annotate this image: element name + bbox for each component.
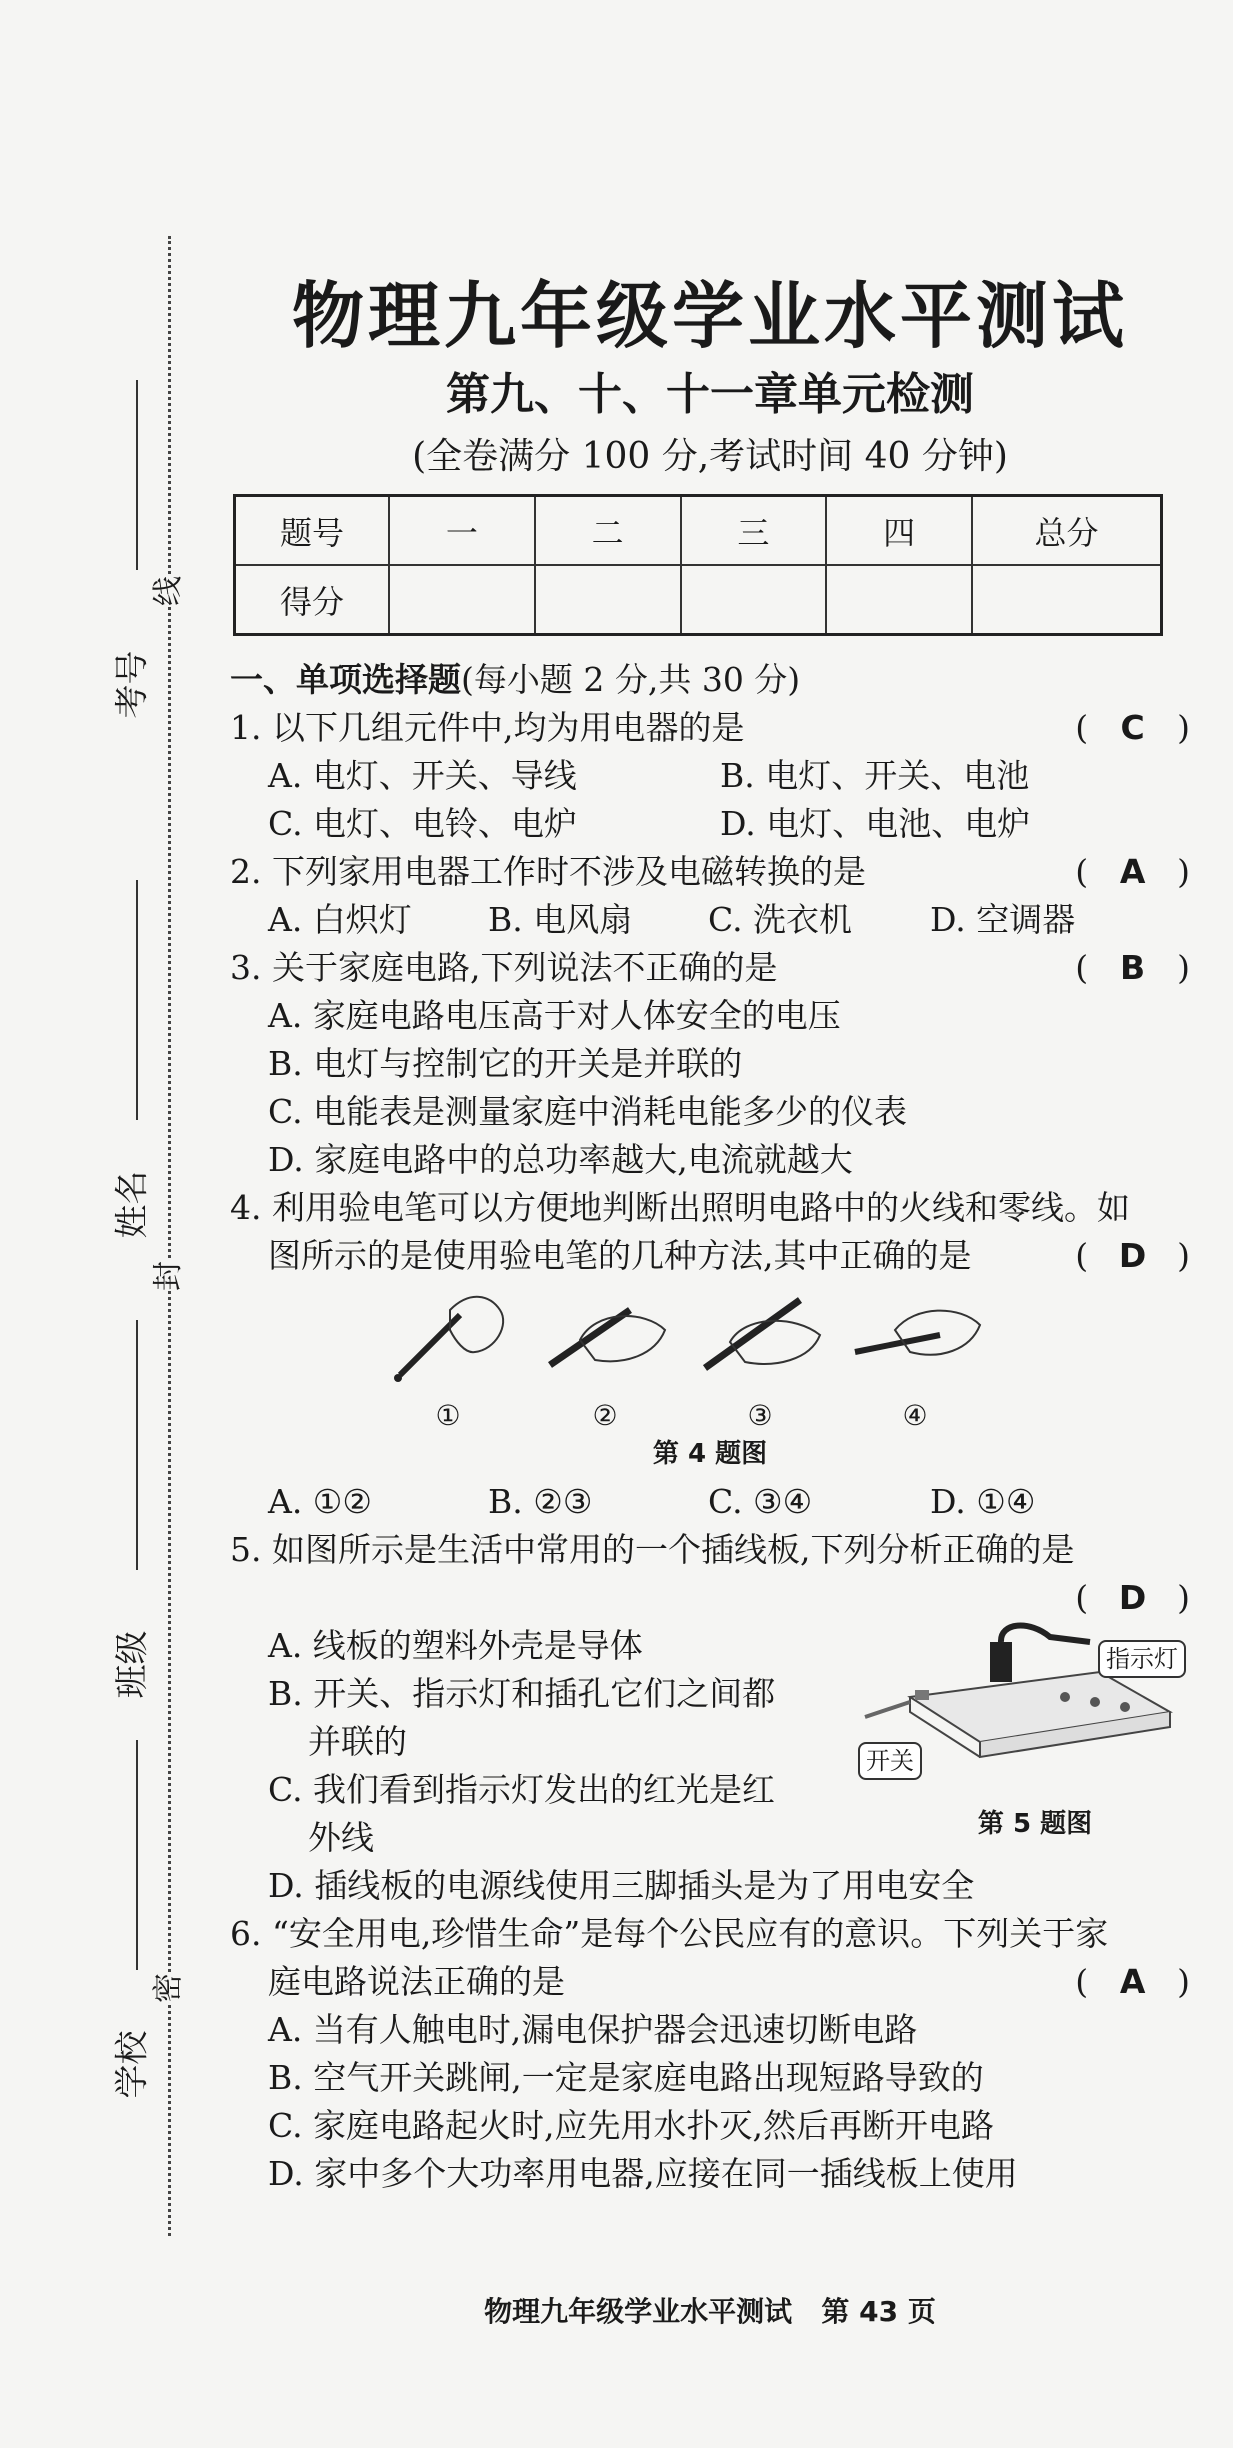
page-number: 第 43 页 <box>821 2295 936 2328</box>
name-rule <box>136 880 138 1120</box>
q4-fig-num: ④ <box>902 1399 928 1432</box>
q5-option-d: D. 插线板的电源线使用三脚插头是为了用电安全 <box>268 1866 975 1905</box>
q1-option-b: B. 电灯、开关、电池 <box>720 756 1030 795</box>
mi-char: 密 <box>139 1973 191 2003</box>
tester-pen-1-icon <box>380 1280 520 1390</box>
line-char: 线 <box>139 576 191 606</box>
q5-answer-box: ( D ) <box>1075 1574 1190 1622</box>
q6-answer-box: ( A ) <box>1075 1958 1190 2006</box>
q4-answer: D <box>1118 1236 1147 1275</box>
binding-dotted-line <box>168 236 171 2236</box>
q4-fig-num: ② <box>592 1399 618 1432</box>
q1-answer-box: ( C ) <box>1075 704 1190 752</box>
q5-caption: 第 5 题图 <box>977 1809 1093 1839</box>
q2-options <box>230 896 1190 944</box>
tester-pen-2-icon <box>535 1280 675 1390</box>
score-cell: 二 <box>535 496 681 566</box>
score-cell: 总分 <box>972 496 1162 566</box>
q2-option-c: C. 洗衣机 <box>708 900 853 939</box>
q1-option-c: C. 电灯、电铃、电炉 <box>268 804 578 843</box>
q3-option-c: C. 电能表是测量家庭中消耗电能多少的仪表 <box>268 1092 908 1131</box>
q5-answer: D <box>1118 1578 1147 1617</box>
score-cell: 得分 <box>235 565 390 635</box>
page-subtitle: 第九、十、十一章单元检测 <box>446 369 974 420</box>
score-cell: 三 <box>681 496 827 566</box>
q2-option-d: D. 空调器 <box>930 900 1076 939</box>
q6-answer: A <box>1119 1962 1146 2001</box>
class-rule <box>136 1320 138 1570</box>
q4-stem-line-2 <box>230 1232 1190 1280</box>
page-title: 物理九年级学业水平测试 <box>291 274 1128 358</box>
score-value-row <box>235 565 1162 635</box>
q6-stem: 庭电路说法正确的是 <box>268 1962 565 2001</box>
exam-no-label: 考号 <box>112 650 153 719</box>
q3-answer: B <box>1120 948 1146 987</box>
q3-stem: 3. 关于家庭电路,下列说法不正确的是 <box>230 948 778 987</box>
page-footer <box>230 2290 1190 2330</box>
q3-option-b: B. 电灯与控制它的开关是并联的 <box>268 1044 743 1083</box>
q5-option-c-2: 外线 <box>308 1818 374 1857</box>
score-header-row <box>235 496 1162 566</box>
school-label: 学校 <box>112 2030 153 2099</box>
footer-title: 物理九年级学业水平测试 <box>484 2295 793 2328</box>
tester-pen-3-icon <box>690 1280 830 1390</box>
q2-stem: 2. 下列家用电器工作时不涉及电磁转换的是 <box>230 852 866 891</box>
q6-stem-line-2 <box>230 1958 1190 2006</box>
score-table <box>233 494 1163 636</box>
score-blank[interactable] <box>535 565 681 635</box>
score-cell: 一 <box>389 496 535 566</box>
switch-label: 开关 <box>858 1742 922 1780</box>
score-blank[interactable] <box>972 565 1162 635</box>
q5-figure <box>850 1622 1190 1842</box>
indicator-light-label: 指示灯 <box>1098 1640 1186 1678</box>
q3-option-a: A. 家庭电路电压高于对人体安全的电压 <box>268 996 841 1035</box>
question-content <box>230 656 1190 2198</box>
q4-stem-line-1: 4. 利用验电笔可以方便地判断出照明电路中的火线和零线。如 <box>230 1188 1130 1227</box>
q4-fig-num: ③ <box>747 1399 773 1432</box>
q6-option-a: A. 当有人触电时,漏电保护器会迅速切断电路 <box>268 2010 918 2049</box>
q6-option-d: D. 家中多个大功率用电器,应接在同一插线板上使用 <box>268 2154 1018 2193</box>
section-note: (每小题 2 分,共 30 分) <box>461 660 801 699</box>
q2-option-b: B. 电风扇 <box>488 900 633 939</box>
q4-option-a: A. ①② <box>268 1482 372 1521</box>
q1-stem: 1. 以下几组元件中,均为用电器的是 <box>230 708 745 747</box>
q1-option-a: A. 电灯、开关、导线 <box>268 756 577 795</box>
q3-option-d: D. 家庭电路中的总功率越大,电流就越大 <box>268 1140 853 1179</box>
score-cell: 四 <box>826 496 972 566</box>
q5-option-c-1: C. 我们看到指示灯发出的红光是红 <box>268 1770 776 1809</box>
q2-option-a: A. 白炽灯 <box>268 900 412 939</box>
binding-margin <box>0 0 200 2448</box>
q6-stem-line-1: 6. “安全用电,珍惜生命”是每个公民应有的意识。下列关于家 <box>230 1914 1109 1953</box>
score-blank[interactable] <box>681 565 827 635</box>
q1-option-d: D. 电灯、电池、电炉 <box>720 804 1031 843</box>
q4-caption: 第 4 题图 <box>652 1439 768 1469</box>
q4-answer-box: ( D ) <box>1075 1232 1190 1280</box>
score-blank[interactable] <box>389 565 535 635</box>
q4-options <box>230 1478 1190 1526</box>
q4-option-b: B. ②③ <box>488 1482 593 1521</box>
school-rule <box>136 1740 138 1970</box>
q5-stem: 5. 如图所示是生活中常用的一个插线板,下列分析正确的是 <box>230 1530 1075 1569</box>
q4-option-c: C. ③④ <box>708 1482 813 1521</box>
q1-options-2 <box>230 800 1190 848</box>
q5-answer-line <box>230 1574 1190 1622</box>
class-label: 班级 <box>112 1630 153 1699</box>
q3-stem-line <box>230 944 1190 992</box>
q4-figure <box>230 1280 1190 1430</box>
q1-answer: C <box>1120 708 1145 747</box>
exam-note: (全卷满分 100 分,考试时间 40 分钟) <box>412 436 1008 477</box>
q6-option-b: B. 空气开关跳闸,一定是家庭电路出现短路导致的 <box>268 2058 984 2097</box>
q6-option-c: C. 家庭电路起火时,应先用水扑灭,然后再断开电路 <box>268 2106 995 2145</box>
name-label: 姓名 <box>112 1170 153 1239</box>
q4-option-d: D. ①④ <box>930 1482 1036 1521</box>
q4-fig-num: ① <box>435 1399 461 1432</box>
q2-answer-box: ( A ) <box>1075 848 1190 896</box>
q5-option-b-2: 并联的 <box>308 1722 407 1761</box>
section-title: 一、单项选择题 <box>230 660 461 699</box>
q2-stem-line <box>230 848 1190 896</box>
q2-answer: A <box>1119 852 1146 891</box>
score-blank[interactable] <box>826 565 972 635</box>
q5-option-a: A. 线板的塑料外壳是导体 <box>268 1626 643 1665</box>
q4-stem: 图所示的是使用验电笔的几种方法,其中正确的是 <box>268 1236 972 1275</box>
section-heading <box>230 656 1190 704</box>
q5-option-b-1: B. 开关、指示灯和插孔它们之间都 <box>268 1674 776 1713</box>
seal-char: 封 <box>139 1261 191 1291</box>
q5-body <box>230 1622 1190 1862</box>
q1-stem-line <box>230 704 1190 752</box>
tester-pen-4-icon <box>845 1280 985 1390</box>
exam-no-rule <box>136 380 138 570</box>
q3-answer-box: ( B ) <box>1075 944 1190 992</box>
q1-options-1 <box>230 752 1190 800</box>
score-cell: 题号 <box>235 496 390 566</box>
